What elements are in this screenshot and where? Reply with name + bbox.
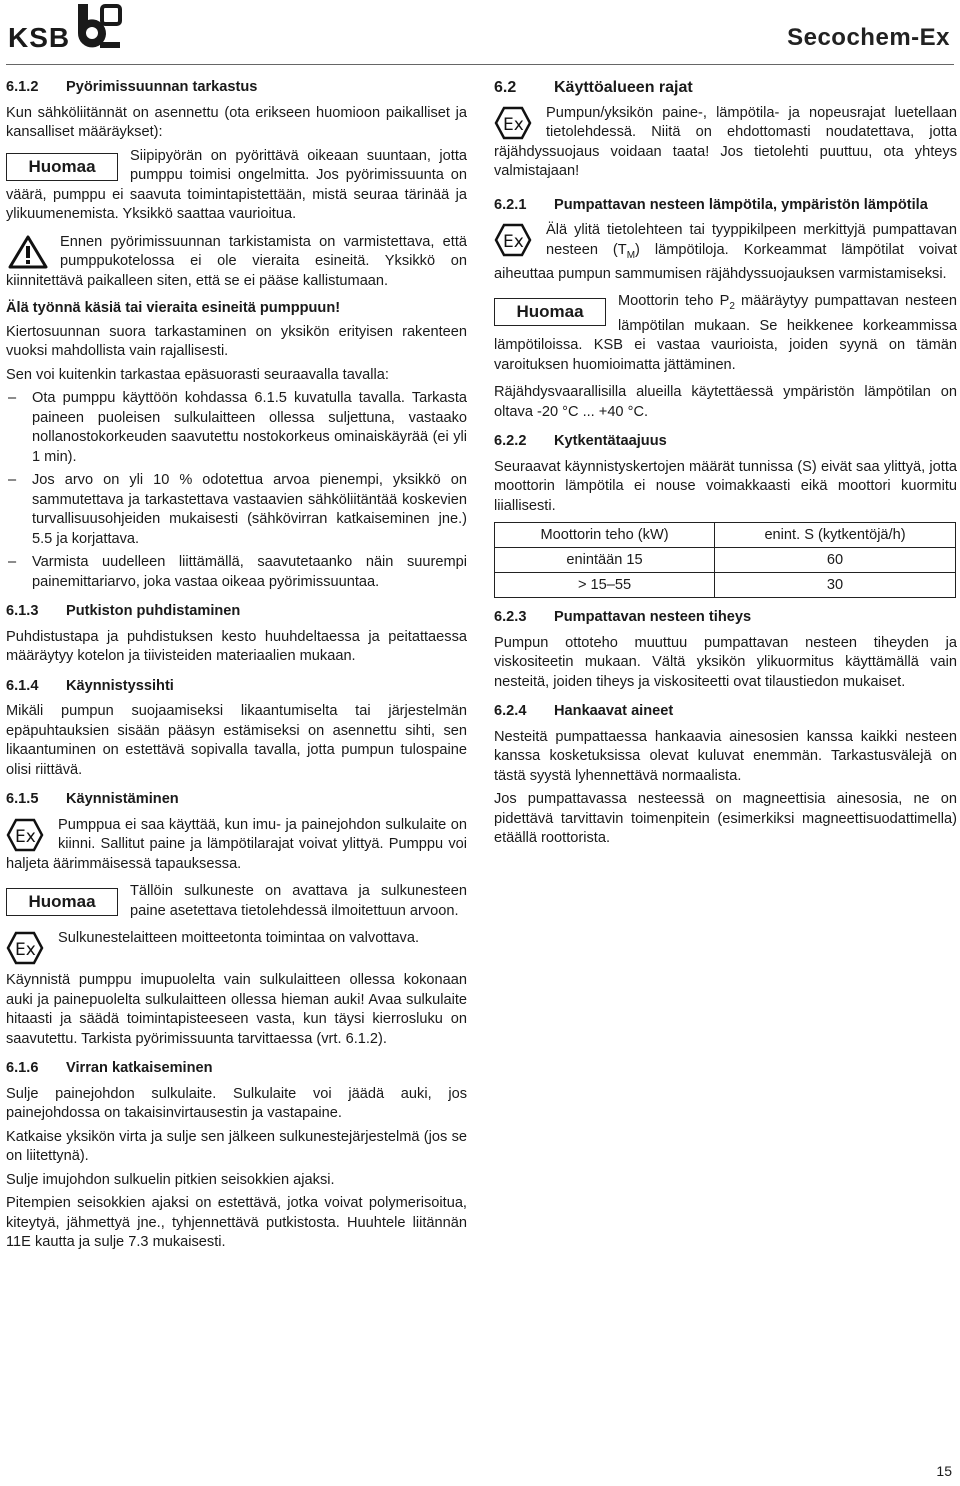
ex-explosion-protection-icon — [494, 106, 532, 140]
section-title: Käynnistyssihti — [66, 677, 174, 694]
text-span: Moottorin teho P — [618, 293, 730, 310]
table-cell: enintään 15 — [495, 548, 715, 573]
paragraph: Katkaise yksikön virta ja sulje sen jälkeen sulkunestejärjestelmä (jos se on liitettynä). — [6, 1128, 467, 1164]
note-label: Huomaa — [6, 888, 118, 916]
svg-text:Ex: Ex — [15, 940, 36, 960]
section-heading-6-2-4 — [494, 702, 957, 722]
ex-block — [494, 104, 957, 186]
paragraph: Kun sähköliitännät on asennettu (ota erikseen huomioon paikalliset ja kansalliset määräykset): — [6, 104, 467, 140]
section-title: Putkiston puhdistaminen — [66, 603, 241, 619]
ex-explosion-protection-icon — [494, 223, 532, 257]
subscript: 2 — [729, 301, 735, 313]
section-heading-6-2-3 — [494, 608, 957, 628]
note-block — [494, 292, 957, 379]
section-number: 6.2.2 — [494, 433, 527, 450]
text-span: ) lämpötiloja. Korkeammat lämpötilat voivat aiheuttaa pumpun sammumisen räjähdyssuojauksen varmistamiseksi. — [494, 241, 957, 282]
section-heading-6-1-4 — [6, 677, 467, 697]
ex-text: Pumpun/yksikön paine-, lämpötila- ja nopeusrajat luetellaan tietolehdessä. Niitä on ehdottomasti noudatettava, jotta räjähdyssuojaus voidaan taata! Jos tietolehti puuttuu, ota yhteys valmistajaan! — [494, 104, 957, 179]
subscript: M — [626, 249, 636, 261]
section-number: 6.1.5 — [6, 791, 39, 807]
table-header-row — [495, 523, 956, 548]
list-item: – Ota pumppu käyttöön kohdassa 6.1.5 kuvatulla tavalla. Tarkasta paineen puoleisen sulkulaitteen ollessa suljettuna, vastaako nollanostokorkeuden saavutettu nostokorkeus ominaiskäyrää (ei yli 1 min). — [6, 389, 467, 467]
section-number: 6.2.4 — [494, 703, 527, 720]
ex-block — [6, 816, 467, 879]
note-block — [6, 147, 467, 229]
warning-triangle-icon — [8, 235, 48, 269]
ksb-logo — [8, 2, 122, 54]
switching-frequency-table — [494, 522, 956, 598]
text-span: määräytyy pumpattavan nesteen lämpötilan mukaan. Se heikkenee korkeammissa lämpötiloissa. KSB ei vastaa vaurioista, joiden syynä on tämän varoituksen huomioimatta jättäminen. — [494, 293, 957, 373]
header-divider — [6, 64, 954, 65]
section-heading-6-1-6 — [6, 1059, 467, 1079]
paragraph: Sulje painejohdon sulkulaite. Sulkulaite voi jäädä auki, jos painejohdossa on takaisinvirtausestin ja vastapaine. — [6, 1085, 467, 1121]
section-number: 6.1.4 — [6, 677, 39, 694]
product-name: Secochem-Ex — [787, 24, 950, 51]
right-column — [494, 74, 957, 853]
paragraph: Pitempien seisokkien ajaksi on estettävä, jotka voivat polymerisoitua, kiteytyä, jähmettyä jne., tyhjennettävä putkistosta. Huuhtele liitännän 11E kautta ja sulje 7.3 mukaisesti. — [6, 1195, 467, 1250]
paragraph: Puhdistustapa ja puhdistuksen kesto huuhdeltaessa ja peitattaessa määräytyy kotelon ja tiivisteiden materiaalien mukaan. — [6, 628, 467, 664]
warning-text: Ennen pyörimissuunnan tarkistamista on varmistettava, että pumppukotelossa ei ole vieraita esineitä. Yksikkö on kiinnitettävä paikalleen siten, että se ei pääse kallistumaan. — [6, 233, 467, 289]
list-item: – Jos arvo on yli 10 % odotettua arvoa pienempi, yksikkö on sammutettava ja tarkastettava vastaavien sähköliitäntää koskevien turvallisuusohjeiden mukaisesti (sähkövirran katkaiseminen jne.) 5.5 ja korjattava. — [6, 471, 467, 549]
text-span: Älä ylitä tietolehteen tai tyyppikilpeen merkittyjä pumpattavan nesteen (T — [546, 222, 957, 258]
section-heading-6-2-2 — [494, 432, 957, 452]
section-heading-6-1-3 — [6, 602, 467, 622]
page-header — [0, 0, 960, 70]
warning-block — [6, 233, 467, 296]
section-heading-6-1-2 — [6, 78, 467, 98]
section-title: Käyttöalueen rajat — [554, 79, 693, 96]
left-column — [6, 74, 467, 1257]
section-number: 6.1.2 — [6, 79, 39, 95]
section-heading-6-2-1 — [494, 196, 957, 216]
section-title: Kytkentätaajuus — [554, 433, 667, 450]
paragraph: Sulje imujohdon sulkuelin pitkien seisokkien ajaksi. — [6, 1171, 335, 1188]
section-number: 6.2.1 — [494, 196, 527, 213]
section-heading-6-2 — [494, 78, 957, 98]
table-cell: 60 — [715, 548, 956, 573]
bold-warning: Älä työnnä käsiä tai vieraita esineitä pumppuun! — [6, 300, 341, 316]
section-title: Hankaavat aineet — [554, 703, 674, 720]
ex-block — [494, 221, 957, 288]
paragraph: Käynnistä pumppu imupuolelta vain sulkulaitteen ollessa kokonaan auki ja painepuolelta sulkulaitteen ollessa hieman auki! Avaa sulkulaite hitaasti ja säädä toimintapisteeseen vasta, kun täysi kierrosluku on saavutettu. Tarkista pyörimissuunta tarvittaessa (vrt. 6.1.2). — [6, 972, 467, 1047]
section-title: Pumpattavan nesteen tiheys — [554, 609, 752, 626]
ex-text: Pumppua ei saa käyttää, kun imu- ja painejohdon sulkulaite on kiinni. Sallitut paine ja lämpötilarajat voivat ylittyä. Pumppu voi haljeta äärimmäisessä tapauksessa. — [6, 816, 467, 872]
page-number: 15 — [936, 1463, 952, 1479]
paragraph: Seuraavat käynnistyskertojen määrät tunnissa (S) eivät saa ylittyä, jotta moottorin lämpötila ei nouse voimakkaasti eikä moottori kuormitu liiallisesti. — [494, 458, 957, 514]
table-row — [495, 548, 956, 573]
table-cell: > 15–55 — [495, 573, 715, 598]
ex-block — [6, 929, 467, 967]
section-number: 6.1.6 — [6, 1060, 39, 1076]
table-header-cell: Moottorin teho (kW) — [495, 523, 715, 548]
section-title: Virran katkaiseminen — [66, 1060, 213, 1076]
svg-text:Ex: Ex — [503, 114, 524, 135]
ex-explosion-protection-icon — [6, 818, 44, 852]
paragraph: Räjähdysvaarallisilla alueilla käytettäessä ympäristön lämpötilan on oltava -20 °C ... +40 °C. — [494, 384, 957, 420]
section-title: Käynnistäminen — [66, 791, 179, 807]
dash-list — [6, 389, 467, 592]
svg-text:Ex: Ex — [503, 232, 524, 252]
brand-name: KSB — [8, 22, 71, 54]
table-row — [495, 573, 956, 598]
note-text: Siipipyörän on pyörittävä oikeaan suuntaan, jotta pumppu toimisi ongelmitta. Jos pyörimissuunta on väärä, pumppu ei saavuta toimintapistettään, mistä seuraa tärinää ja ylikuumenemista. Yksikkö saattaa vaurioitua. — [6, 147, 467, 222]
paragraph: Kiertosuunnan suora tarkastaminen on yksikön erityisen rakenteen vuoksi mahdollista vain rajallisesti. — [6, 323, 467, 359]
table-header-cell: enint. S (kytkentöjä/h) — [715, 523, 956, 548]
note-block — [6, 882, 467, 925]
note-label: Huomaa — [6, 153, 118, 181]
list-item: – Varmista uudelleen liittämällä, saavutetaanko näin suurempi painemittariarvo, joka vastaa oikeaa pyörimissuuntaa. — [6, 553, 467, 592]
ex-explosion-protection-icon — [6, 931, 44, 965]
ex-text — [494, 221, 957, 284]
paragraph: Pumpun ottoteho muuttuu pumpattavan nesteen tiheyden ja viskositeetin mukaan. Vältä yksikön ylikuormitus käyttämällä vain nesteitä, joiden tiheys ja viskositeetti ovat tilaustiedon mukaiset. — [494, 634, 957, 690]
ex-text: Sulkunestelaitteen moitteetonta toimintaa on valvottava. — [58, 930, 420, 946]
paragraph: Mikäli pumpun suojaamiseksi likaantumiselta tai järjestelmän epäpuhtauksien sisään pääsyn estämiseksi on asennettu sihti, sen likaantuminen on estettävä sopivalla tavalla, jotta pumpun tulospaine olisi riittävä. — [6, 703, 467, 778]
ksb-b-logo-icon — [74, 2, 122, 50]
paragraph: Sen voi kuitenkin tarkastaa epäsuorasti seuraavalla tavalla: — [6, 366, 389, 383]
paragraph: Nesteitä pumpattaessa hankaavia ainesosien kanssa kaikki nesteen kanssa kosketuksissa olevat kuluvat enemmän. Tarkastusvälejä on tästä syystä lyhennettävä normaalista. — [494, 728, 957, 784]
table-cell: 30 — [715, 573, 956, 598]
note-label: Huomaa — [494, 298, 606, 326]
section-number: 6.2 — [494, 79, 517, 96]
note-text: Tällöin sulkuneste on avattava ja sulkunesteen paine asetettava tietolehdessä ilmoitettuun arvoon. — [130, 883, 467, 919]
section-number: 6.2.3 — [494, 609, 527, 626]
section-heading-6-1-5 — [6, 790, 467, 810]
svg-text:Ex: Ex — [15, 826, 36, 847]
section-title: Pyörimissuunnan tarkastus — [66, 79, 258, 95]
section-title: Pumpattavan nesteen lämpötila, ympäristön lämpötila — [554, 196, 928, 213]
section-number: 6.1.3 — [6, 603, 39, 619]
paragraph: Jos pumpattavassa nesteessä on magneettisia ainesosia, ne on pidettävä tarvittavin toimenpitein (esimerkiksi magneettisuodattimella) etäällä roottorista. — [494, 791, 957, 847]
